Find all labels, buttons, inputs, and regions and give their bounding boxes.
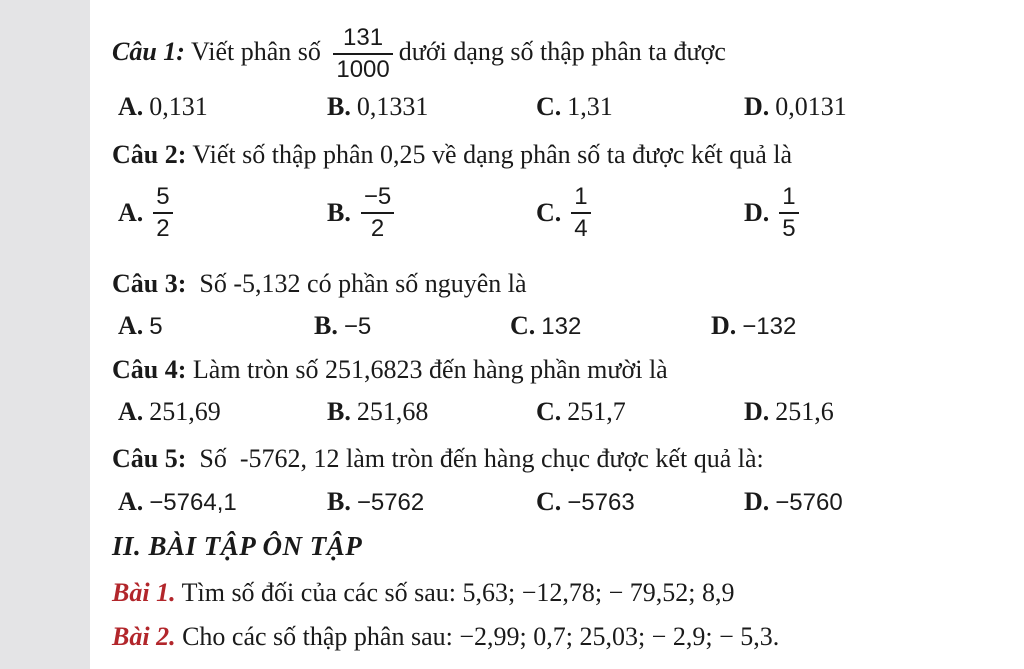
- fraction-denominator: 2: [156, 215, 170, 242]
- option-value: 132: [541, 313, 582, 340]
- q1-option-d: [744, 92, 847, 122]
- option-value: 251,6: [775, 397, 834, 426]
- option-key: D.: [711, 311, 737, 340]
- section-title: II. BÀI TẬP ÔN TẬP: [112, 531, 363, 561]
- option-key: B.: [327, 397, 351, 426]
- option-value: −5760: [775, 489, 843, 516]
- option-value: 251,69: [149, 397, 221, 426]
- fraction-bar: [333, 53, 392, 55]
- q4-option-d: [744, 397, 834, 427]
- q1-option-c: [536, 92, 613, 122]
- fraction-bar: [779, 212, 798, 214]
- question-4-label: Câu 4:: [112, 355, 187, 384]
- q4-option-c: [536, 397, 626, 427]
- left-margin-strip: [0, 0, 90, 669]
- question-1-label: Câu 1:: [112, 36, 185, 66]
- q4-option-b: [327, 397, 428, 427]
- option-key: D.: [744, 397, 770, 426]
- question-2-label: Câu 2:: [112, 140, 187, 169]
- question-5-text: Số -5762, 12 làm tròn đến hàng chục được kết quả là:: [186, 444, 764, 473]
- option-key: D.: [744, 92, 770, 121]
- option-key: D.: [744, 487, 770, 516]
- fraction-numerator: 5: [156, 183, 170, 210]
- question-1-fraction: [333, 25, 392, 83]
- question-1-text: Viết phân số: [184, 36, 321, 66]
- option-key: A.: [118, 397, 144, 426]
- option-key: C.: [510, 311, 536, 340]
- q3-option-a: [118, 311, 163, 342]
- exercise-1-text: Tìm số đối của các số sau: 5,63; −12,78; − 79,52; 8,9: [175, 578, 735, 607]
- option-key: C.: [536, 198, 562, 227]
- fraction-numerator: −5: [363, 183, 392, 210]
- q3-option-d: [711, 311, 796, 342]
- fraction-numerator: 1: [574, 183, 588, 210]
- option-key: A.: [118, 487, 144, 516]
- q2-option-c: [536, 184, 597, 242]
- exercise-2-text: Cho các số thập phân sau: −2,99; 0,7; 25,03; − 2,9; − 5,3.: [175, 622, 780, 651]
- fraction-bar: [361, 212, 394, 214]
- q3-option-b: [314, 311, 371, 342]
- exercise-2-label: Bài 2.: [112, 622, 176, 651]
- option-key: B.: [314, 311, 338, 340]
- option-value: 0,131: [149, 92, 208, 121]
- option-fraction: [361, 184, 394, 242]
- fraction-denominator: 5: [782, 215, 796, 242]
- q2-option-d: [744, 184, 805, 242]
- option-value: −132: [742, 313, 797, 340]
- option-key: B.: [327, 198, 351, 227]
- option-value: −5764,1: [149, 489, 237, 516]
- q1-option-a: [118, 92, 208, 122]
- question-5: [112, 444, 764, 474]
- option-key: B.: [327, 487, 351, 516]
- fraction-numerator: 131: [343, 24, 384, 51]
- option-value: 0,0131: [775, 92, 847, 121]
- question-1: [112, 25, 726, 83]
- question-2: [112, 140, 792, 170]
- question-5-label: Câu 5:: [112, 444, 187, 473]
- q5-option-d: [744, 487, 843, 518]
- question-2-text: Viết số thập phân 0,25 về dạng phân số ta được kết quả là: [186, 140, 793, 169]
- question-4: [112, 355, 668, 385]
- fraction-denominator: 2: [370, 215, 385, 242]
- option-key: D.: [744, 198, 770, 227]
- q5-option-a: [118, 487, 237, 518]
- option-fraction: [779, 184, 798, 242]
- question-3-text: Số -5,132 có phần số nguyên là: [186, 269, 527, 298]
- option-value: 251,7: [567, 397, 626, 426]
- q2-option-a: [118, 184, 179, 242]
- q5-option-b: [327, 487, 424, 518]
- fraction-bar: [153, 212, 172, 214]
- question-3: [112, 269, 527, 299]
- fraction-denominator: 1000: [336, 56, 390, 83]
- option-key: C.: [536, 397, 562, 426]
- option-value: 1,31: [567, 92, 613, 121]
- q3-option-c: [510, 311, 581, 342]
- exercise-2: [112, 622, 779, 652]
- option-value: 0,1331: [356, 92, 429, 121]
- option-fraction: [153, 184, 172, 242]
- question-1-text-after: dưới dạng số thập phân ta được: [398, 36, 726, 66]
- option-key: C.: [536, 487, 562, 516]
- option-value: −5762: [356, 489, 425, 516]
- option-value: −5763: [567, 489, 635, 516]
- exercise-1: [112, 578, 734, 608]
- question-3-label: Câu 3:: [112, 269, 187, 298]
- q5-option-c: [536, 487, 635, 518]
- fraction-numerator: 1: [782, 183, 796, 210]
- q1-option-b: [327, 92, 428, 122]
- option-value: −5: [343, 313, 372, 340]
- option-key: A.: [118, 311, 144, 340]
- fraction-bar: [571, 212, 590, 214]
- q4-option-a: [118, 397, 221, 427]
- option-value: 5: [149, 313, 163, 340]
- option-key: B.: [327, 92, 351, 121]
- option-value: 251,68: [356, 397, 429, 426]
- option-key: C.: [536, 92, 562, 121]
- option-key: A.: [118, 92, 144, 121]
- fraction-denominator: 4: [574, 215, 588, 242]
- document-page: [90, 0, 1024, 669]
- option-key: A.: [118, 198, 144, 227]
- exercise-1-label: Bài 1.: [112, 578, 176, 607]
- option-fraction: [571, 184, 590, 242]
- question-4-text: Làm tròn số 251,6823 đến hàng phần mười là: [186, 355, 668, 384]
- q2-option-b: [327, 184, 400, 242]
